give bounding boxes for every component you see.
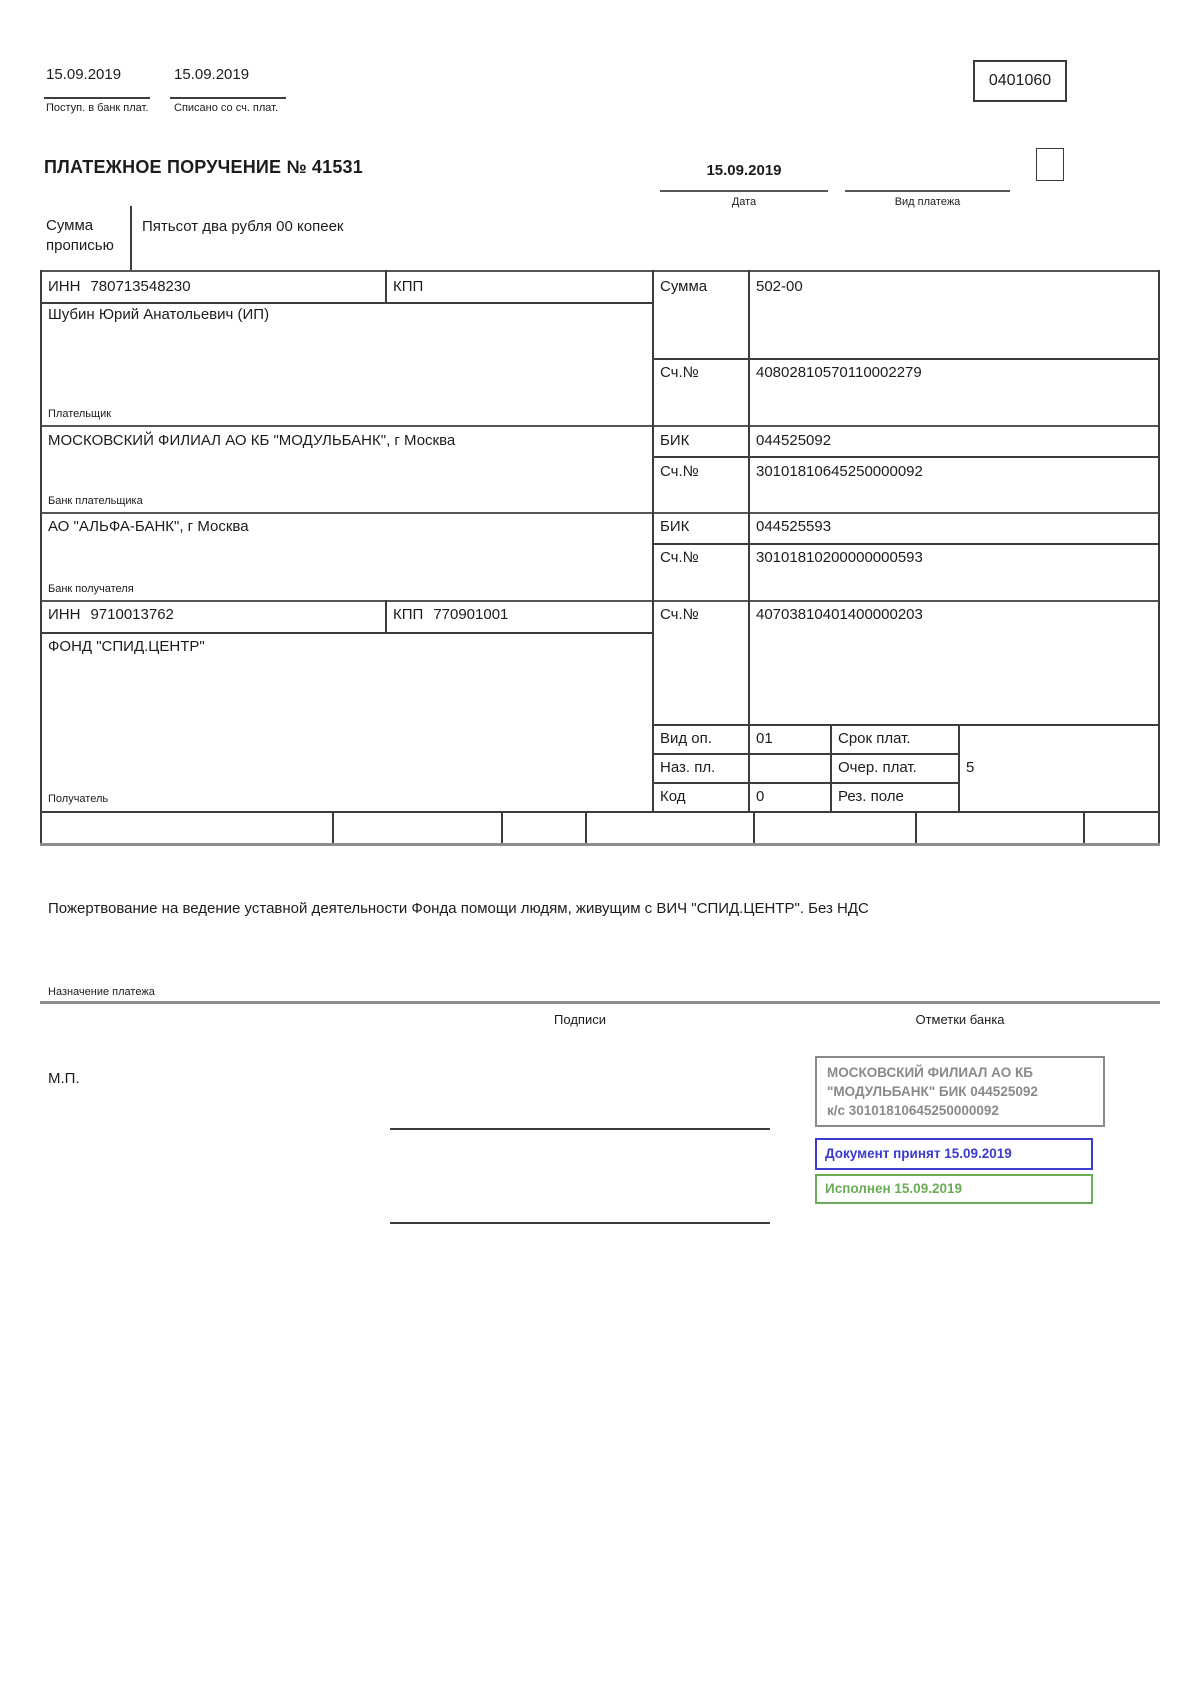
- priority-label: Очер. плат.: [838, 759, 917, 776]
- amount-words-divider: [130, 206, 132, 270]
- payee-kpp-value: 770901001: [433, 606, 509, 623]
- received-date-underline: [44, 97, 150, 99]
- payee-bank-name: АО "АЛЬФА-БАНК", г Москва: [48, 518, 249, 535]
- line: [652, 724, 1160, 726]
- op-kind-label: Вид оп.: [660, 730, 712, 747]
- divider: [652, 270, 654, 811]
- purpose-underline: [40, 1001, 1160, 1004]
- table-right-border: [1158, 270, 1160, 843]
- signature-line-2: [390, 1222, 770, 1224]
- purpose-label: Назначение платежа: [48, 986, 155, 998]
- payer-inn-field: [48, 278, 191, 297]
- table-left-border: [40, 270, 42, 843]
- payment-kind-label: Вид платежа: [894, 196, 961, 208]
- payee-kpp-field: [393, 606, 508, 625]
- divider: [748, 270, 750, 811]
- divider: [1083, 811, 1085, 843]
- payer-bank-account: 30101810645250000092: [756, 463, 923, 480]
- payer-bank-bik: 044525092: [756, 432, 832, 449]
- line: [652, 543, 1160, 545]
- bik-label: БИК: [660, 432, 690, 449]
- divider: [830, 724, 832, 811]
- divider: [915, 811, 917, 843]
- stamp-place-label: М.П.: [48, 1070, 80, 1087]
- payee-account: 40703810401400000203: [756, 606, 923, 623]
- payee-name: ФОНД "СПИД.ЦЕНТР": [48, 638, 205, 655]
- payee-inn-field: [48, 606, 174, 625]
- kpp-label: КПП: [393, 606, 424, 623]
- purpose-text: Пожертвование на ведение уставной деятельности Фонда помощи людям, живущим с ВИЧ "СПИД.ЦЕНТР". Без НДС: [48, 900, 869, 917]
- line: [40, 632, 652, 634]
- account-label: Сч.№: [660, 364, 699, 381]
- bank-stamp-line1: МОСКОВСКИЙ ФИЛИАЛ АО КБ: [827, 1065, 1033, 1080]
- payee-bank-section-line: [40, 600, 1160, 602]
- divider: [958, 724, 960, 811]
- payer-section-line: [40, 425, 1160, 427]
- divider: [585, 811, 587, 843]
- form-code-box: [973, 60, 1067, 102]
- document-executed-badge: Исполнен 15.09.2019: [815, 1174, 1093, 1204]
- payer-name: Шубин Юрий Анатольевич (ИП): [48, 306, 270, 323]
- payee-label: Получатель: [48, 793, 109, 805]
- form-code: 0401060: [988, 72, 1052, 89]
- amount-words-label: Сумма прописью: [46, 217, 114, 254]
- divider: [753, 811, 755, 843]
- payer-bank-name: МОСКОВСКИЙ ФИЛИАЛ АО КБ "МОДУЛЬБАНК", г Москва: [48, 432, 456, 449]
- line: [652, 753, 958, 755]
- line: [40, 811, 1160, 813]
- payer-label: Плательщик: [48, 408, 112, 420]
- payer-inn-value: 780713548230: [90, 278, 191, 295]
- priority-value: 5: [966, 759, 975, 776]
- date-underline: [660, 190, 828, 192]
- received-date-label: Поступ. в банк плат.: [46, 102, 149, 114]
- line: [652, 358, 1160, 360]
- date-label: Дата: [731, 196, 757, 208]
- debited-date-underline: [170, 97, 286, 99]
- payer-bank-label: Банк плательщика: [48, 495, 143, 507]
- payee-inn-value: 9710013762: [90, 606, 174, 623]
- inn-label: ИНН: [48, 278, 81, 295]
- payment-kind-checkbox: [1036, 148, 1064, 181]
- document-accepted-badge: Документ принят 15.09.2019: [815, 1138, 1093, 1170]
- debited-date: 15.09.2019: [174, 66, 250, 83]
- sum-label: Сумма: [660, 278, 708, 295]
- payment-kind-underline: [845, 190, 1010, 192]
- bank-stamp-line2: "МОДУЛЬБАНК" БИК 044525092: [827, 1084, 1038, 1100]
- amount-words-value: Пятьсот два рубля 00 копеек: [142, 218, 344, 235]
- divider: [385, 600, 387, 632]
- debited-date-label: Списано со сч. плат.: [174, 102, 279, 114]
- payee-bank-account: 30101810200000000593: [756, 549, 923, 566]
- line: [652, 782, 958, 784]
- sum-value: 502-00: [756, 278, 803, 295]
- line: [652, 456, 1160, 458]
- account-label: Сч.№: [660, 463, 699, 480]
- payer-bank-section-line: [40, 512, 1160, 514]
- op-kind-value: 01: [756, 730, 773, 747]
- payer-account: 40802810570110002279: [756, 364, 922, 381]
- table-top-line: [40, 270, 1160, 272]
- signature-line-1: [390, 1128, 770, 1130]
- code-value: 0: [756, 788, 765, 805]
- pay-purpose-code-label: Наз. пл.: [660, 759, 716, 776]
- received-date: 15.09.2019: [46, 66, 122, 83]
- signatures-label: Подписи: [554, 1012, 606, 1027]
- bank-stamp-box: [815, 1056, 1105, 1127]
- payer-kpp-field: [393, 278, 433, 297]
- account-label: Сч.№: [660, 549, 699, 566]
- line: [40, 302, 652, 304]
- code-label: Код: [660, 788, 686, 805]
- kpp-label: КПП: [393, 278, 424, 295]
- bank-stamp-line3: к/с 30101810645250000092: [827, 1103, 999, 1119]
- reserve-label: Рез. поле: [838, 788, 904, 805]
- table-bottom-line: [40, 843, 1160, 846]
- document-title: ПЛАТЕЖНОЕ ПОРУЧЕНИЕ № 41531: [44, 157, 363, 177]
- divider: [385, 270, 387, 302]
- document-date: 15.09.2019: [706, 162, 782, 179]
- bank-marks-label: Отметки банка: [915, 1012, 1005, 1027]
- payee-bank-label: Банк получателя: [48, 583, 134, 595]
- bik-label: БИК: [660, 518, 690, 535]
- divider: [332, 811, 334, 843]
- payee-bank-bik: 044525593: [756, 518, 832, 535]
- account-label: Сч.№: [660, 606, 699, 623]
- pay-term-label: Срок плат.: [838, 730, 911, 747]
- divider: [501, 811, 503, 843]
- inn-label: ИНН: [48, 606, 81, 623]
